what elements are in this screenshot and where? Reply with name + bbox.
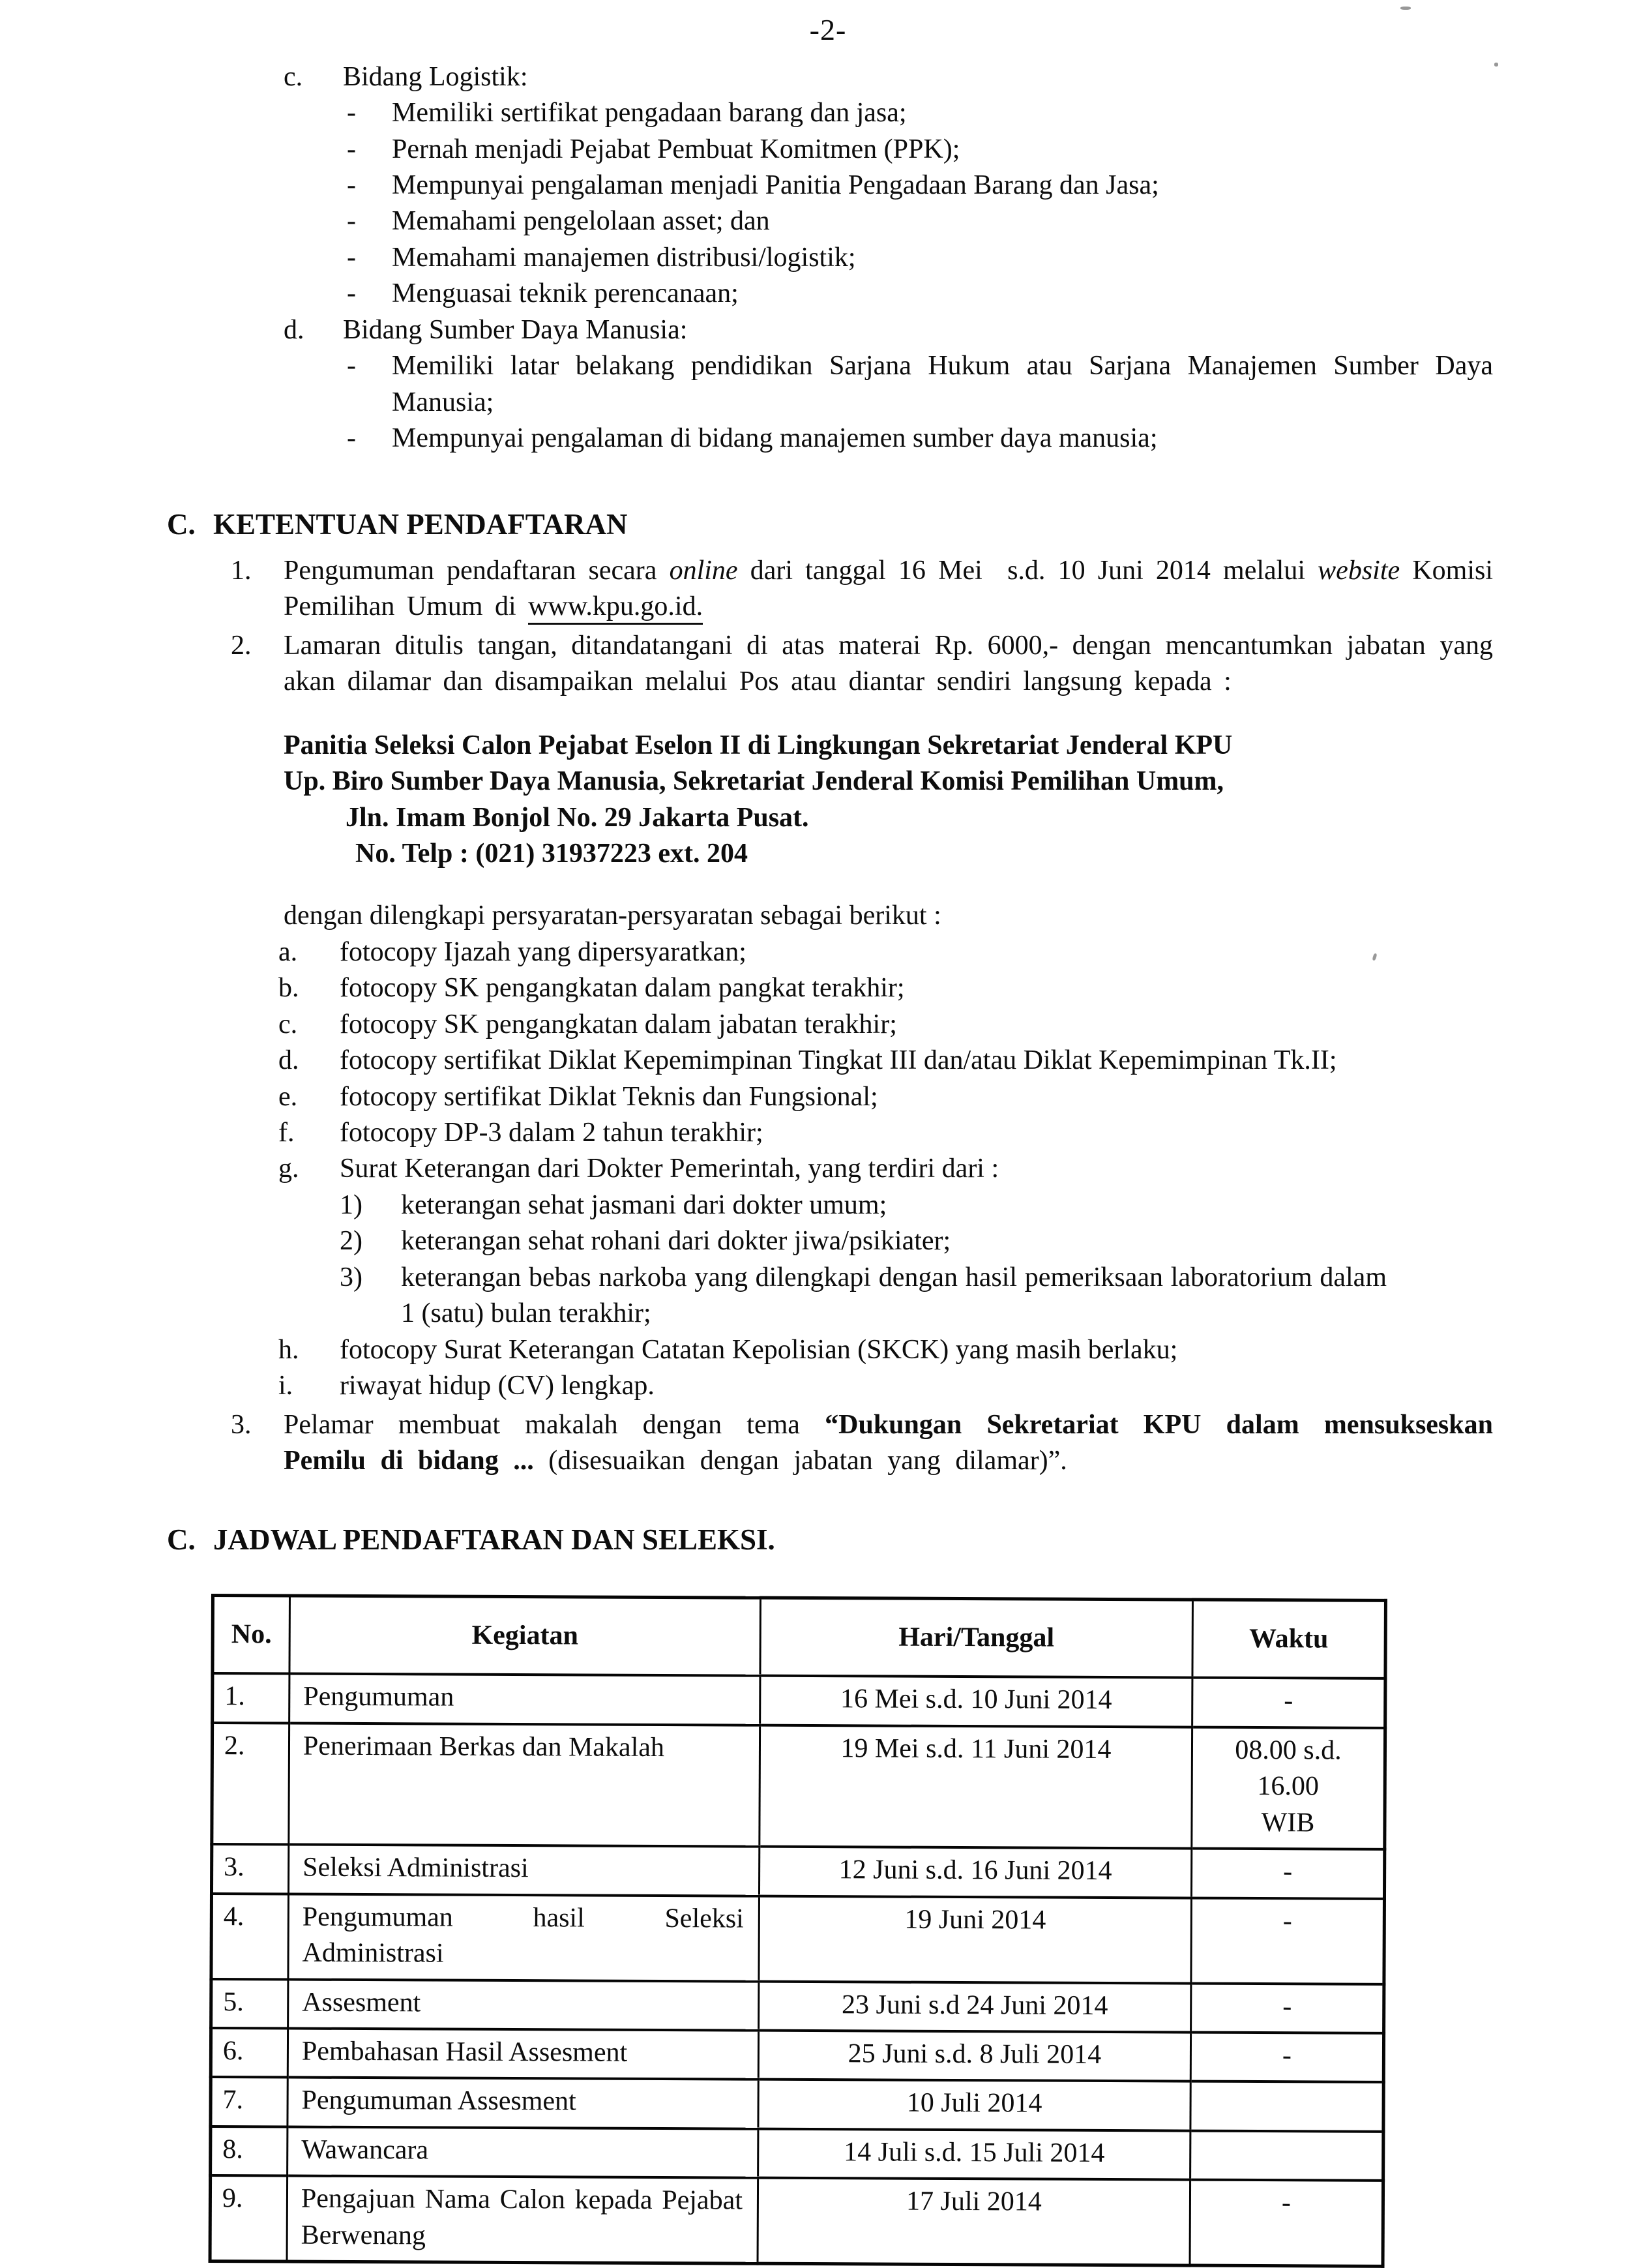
jadwal-table [209, 1594, 1387, 2268]
text-run: Komisi Pemilihan Umum di [284, 555, 1493, 622]
list-marker: c. [284, 61, 303, 92]
list-marker: d. [278, 1045, 299, 1076]
address-line: Up. Biro Sumber Daya Manusia, Sekretariat Jenderal Komisi Pemilihan Umum, [284, 766, 1224, 797]
col-header-kegiatan: Kegiatan [289, 1596, 761, 1676]
list-item-text: keterangan sehat rohani dari dokter jiwa/psikiater; [401, 1226, 951, 1257]
list-item-text: Mempunyai pengalaman di bidang manajemen sumber daya manusia; [392, 423, 1158, 454]
cell-tanggal: 25 Juni s.d. 8 Juli 2014 [758, 2030, 1190, 2081]
cell-waktu: - [1192, 1678, 1385, 1728]
table-row [211, 1844, 1384, 1898]
cell-no: 7. [211, 2077, 288, 2126]
cell-kegiatan: Pengajuan Nama Calon kepada Pejabat Berwenang [287, 2176, 758, 2264]
cell-waktu: - [1191, 1983, 1384, 2033]
bold-run: “Dukungan Sekretariat KPU dalam mensukseskan Pemilu di bidang ... [284, 1409, 1493, 1476]
cell-tanggal: 10 Juli 2014 [758, 2080, 1190, 2130]
requirement-g-body [340, 1151, 1387, 1332]
list-item-text: Pernah menjadi Pejabat Pembuat Komitmen (PPK); [392, 134, 960, 164]
list-item-text: riwayat hidup (CV) lengkap. [340, 1371, 655, 1401]
list-marker: g. [278, 1154, 299, 1184]
cell-no: 8. [211, 2126, 288, 2176]
cell-tanggal: 19 Juni 2014 [759, 1896, 1192, 1983]
table-row [213, 1673, 1385, 1727]
list-marker: e. [278, 1081, 298, 1112]
text-run: (disesuaikan dengan jabatan yang dilamar)”. [533, 1445, 1067, 1476]
list-item-text: fotocopy sertifikat Diklat Teknis dan Fungsional; [340, 1081, 878, 1112]
list-item-text: fotocopy Ijazah yang dipersyaratkan; [340, 936, 746, 967]
list-marker: f. [278, 1118, 295, 1148]
cell-no: 2. [212, 1723, 289, 1845]
numbered-item-1 [231, 553, 1493, 625]
address-block [284, 728, 1493, 873]
list-item [347, 132, 1493, 168]
paragraph: Lamaran ditulis tangan, ditandatangani di atas materai Rp. 6000,- dengan mencantumkan jabatan yang akan dilamar dan disampaikan melalui Pos atau diantar sendiri langsung kepada : [284, 630, 1493, 697]
list-item-text: fotocopy SK pengangkatan dalam pangkat terakhir; [340, 973, 905, 1004]
cell-kegiatan: Pengumuman [289, 1674, 760, 1725]
col-header-no: No. [213, 1595, 290, 1673]
list-marker: 3. [231, 1409, 252, 1440]
cell-waktu [1190, 2130, 1383, 2181]
list-item-text: fotocopy DP-3 dalam 2 tahun terakhir; [340, 1118, 763, 1148]
requirements-list [278, 934, 1387, 1405]
col-header-waktu: Waktu [1192, 1600, 1386, 1679]
cell-tanggal: 17 Juli 2014 [758, 2178, 1190, 2265]
table-header-row [213, 1595, 1386, 1679]
list-marker: 2. [231, 630, 252, 661]
cell-kegiatan: Penerimaan Berkas dan Makalah [289, 1723, 760, 1846]
cell-no: 3. [211, 1844, 288, 1894]
list-marker: 3) [340, 1262, 362, 1292]
list-item [347, 95, 1493, 131]
text-run: dari tanggal 16 Mei s.d. 10 Juni 2014 melalui [737, 555, 1318, 586]
cell-kegiatan: Wawancara [288, 2126, 758, 2178]
list-item [347, 348, 1493, 421]
requirement-item-c [278, 1007, 1387, 1043]
dash-bullet: - [347, 206, 356, 237]
list-item-d [284, 312, 1493, 348]
dash-bullet: - [347, 278, 356, 309]
table-row [211, 2077, 1383, 2131]
list-item-text: Memiliki latar belakang pendidikan Sarjana Hukum atau Sarjana Manajemen Sumber Daya Manusia; [392, 351, 1493, 417]
table-row [212, 1723, 1385, 1849]
section-title: Bidang Logistik: [343, 61, 528, 92]
kpu-website-url: www.kpu.go.id. [528, 591, 703, 625]
address-line: Jln. Imam Bonjol No. 29 Jakarta Pusat. [346, 802, 809, 833]
text-run: Pelamar membuat makalah dengan tema [284, 1409, 825, 1440]
requirement-item-f [278, 1115, 1387, 1151]
list-item [347, 240, 1493, 276]
requirement-item-a [278, 934, 1387, 970]
list-item-c [284, 59, 1493, 95]
numbered-item-3 [231, 1407, 1493, 1480]
list-item-text: Mempunyai pengalaman menjadi Panitia Pengadaan Barang dan Jasa; [392, 170, 1159, 201]
dash-bullet: - [347, 423, 356, 454]
cell-waktu: 08.00 s.d. 16.00 WIB [1192, 1727, 1385, 1849]
heading-marker: C. [167, 507, 196, 541]
col-header-hari-tanggal: Hari/Tanggal [760, 1598, 1193, 1678]
cell-tanggal: 16 Mei s.d. 10 Juni 2014 [760, 1676, 1192, 1727]
cell-no: 4. [211, 1893, 289, 1978]
sub-item-2 [340, 1223, 1387, 1259]
text-run: Pengumuman pendaftaran secara [284, 555, 670, 586]
dash-bullet: - [347, 98, 356, 128]
cell-tanggal: 12 Juni s.d. 16 Juni 2014 [759, 1847, 1191, 1898]
dash-bullet: - [347, 170, 356, 201]
cell-no: 5. [211, 1978, 288, 2028]
table-row [211, 1978, 1384, 2033]
section-bidang-logistik [284, 59, 1493, 312]
list-marker: b. [278, 973, 299, 1004]
requirement-item-h [278, 1332, 1387, 1368]
list-item-text: keterangan sehat jasmani dari dokter umum; [401, 1189, 887, 1220]
cell-kegiatan: Pengumuman hasil Seleksi Administrasi [288, 1894, 760, 1981]
list-item-text: Surat Keterangan dari Dokter Pemerintah, yang terdiri dari : [340, 1154, 999, 1184]
dash-bullet: - [347, 134, 356, 164]
paragraph [284, 553, 1493, 625]
cell-waktu [1190, 2081, 1383, 2132]
requirement-item-d [278, 1043, 1387, 1079]
scan-artifact [1494, 63, 1498, 67]
requirement-item-b [278, 970, 1387, 1006]
cell-kegiatan: Assesment [288, 1979, 759, 2031]
list-marker: 2) [340, 1226, 362, 1257]
section-bidang-sdm [284, 312, 1493, 457]
cell-waktu: - [1190, 2032, 1383, 2082]
list-marker: a. [278, 936, 298, 967]
dash-bullet: - [347, 351, 356, 381]
numbered-item-2 [231, 628, 1493, 700]
page-number: -2- [809, 13, 847, 46]
sub-item-3 [340, 1260, 1387, 1332]
list-marker: c. [278, 1009, 298, 1039]
list-item [347, 276, 1493, 312]
list-item-text: Memahami manajemen distribusi/logistik; [392, 242, 856, 273]
table-row [210, 2175, 1383, 2266]
table-row [211, 2028, 1383, 2082]
list-marker: h. [278, 1334, 299, 1365]
list-item-text: Menguasai teknik perencanaan; [392, 278, 739, 309]
heading-ketentuan-pendaftaran [167, 505, 1493, 544]
requirement-item-i [278, 1368, 1387, 1404]
cell-kegiatan: Pengumuman Assesment [288, 2078, 758, 2129]
requirements-intro: dengan dilengkapi persyaratan-persyaratan sebagai berikut : [284, 901, 941, 931]
list-item-text: Memahami pengelolaan asset; dan [392, 206, 770, 237]
cell-kegiatan: Pembahasan Hasil Assesment [288, 2028, 758, 2080]
table-row [211, 2126, 1383, 2181]
requirement-item-e [278, 1079, 1387, 1115]
requirement-item-g [278, 1151, 1387, 1332]
heading-title: JADWAL PENDAFTARAN DAN SELEKSI. [213, 1523, 775, 1557]
list-marker: i. [278, 1371, 293, 1401]
italic-run: online [669, 555, 738, 586]
section-title: Bidang Sumber Daya Manusia: [343, 314, 688, 345]
cell-no: 9. [210, 2175, 288, 2261]
list-item-text: fotocopy SK pengangkatan dalam jabatan terakhir; [340, 1009, 897, 1039]
italic-run: website [1318, 555, 1400, 586]
paragraph [284, 1407, 1493, 1480]
cell-tanggal: 23 Juni s.d 24 Juni 2014 [759, 1981, 1191, 2032]
list-item [347, 421, 1493, 456]
sub-item-1 [340, 1187, 1387, 1223]
cell-no: 6. [211, 2028, 288, 2078]
scan-artifact [1400, 7, 1411, 10]
cell-no: 1. [213, 1673, 289, 1723]
list-item [347, 203, 1493, 239]
list-marker: 1) [340, 1189, 362, 1220]
list-marker: d. [284, 314, 304, 345]
list-item-text: fotocopy Surat Keterangan Catatan Kepolisian (SKCK) yang masih berlaku; [340, 1334, 1178, 1365]
list-item-text: keterangan bebas narkoba yang dilengkapi dengan hasil pemeriksaan laboratorium dalam 1 (satu) bulan terakhir; [401, 1262, 1387, 1329]
table-row [211, 1893, 1385, 1984]
list-item [347, 168, 1493, 203]
cell-waktu: - [1190, 2180, 1383, 2267]
cell-waktu: - [1191, 1898, 1385, 1984]
heading-jadwal [167, 1521, 1493, 1559]
cell-kegiatan: Seleksi Administrasi [288, 1845, 759, 1896]
list-marker: 1. [231, 555, 252, 586]
cell-waktu: - [1191, 1849, 1384, 1899]
dash-bullet: - [347, 242, 356, 273]
cell-tanggal: 14 Juli s.d. 15 Juli 2014 [758, 2128, 1190, 2179]
address-line: Panitia Seleksi Calon Pejabat Eselon II di Lingkungan Sekretariat Jenderal KPU [284, 730, 1233, 760]
address-phone: No. Telp : (021) 31937223 ext. 204 [355, 838, 748, 869]
heading-marker: C. [167, 1523, 196, 1557]
list-item-text: fotocopy sertifikat Diklat Kepemimpinan Tingkat III dan/atau Diklat Kepemimpinan Tk.II; [340, 1045, 1337, 1076]
cell-tanggal: 19 Mei s.d. 11 Juni 2014 [760, 1725, 1192, 1848]
list-item-text: Memiliki sertifikat pengadaan barang dan jasa; [392, 98, 907, 128]
heading-title: KETENTUAN PENDAFTARAN [213, 507, 628, 541]
